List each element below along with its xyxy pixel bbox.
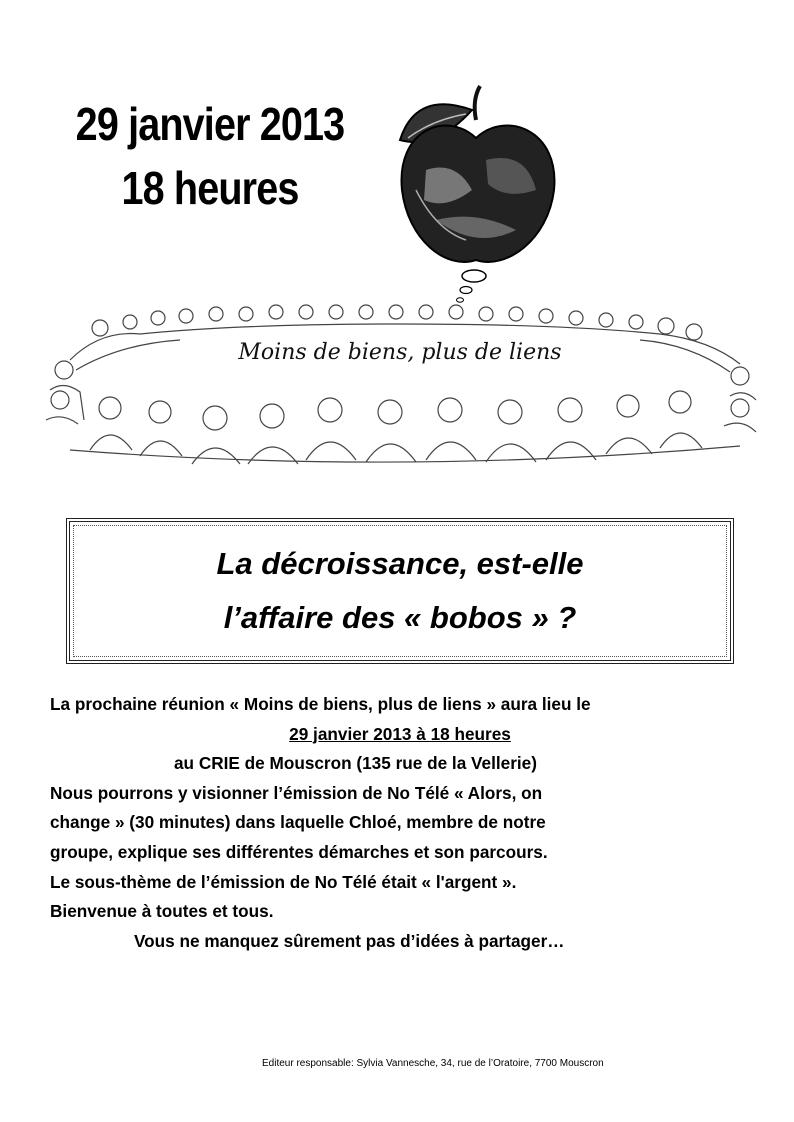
- crowd-illustration: [40, 300, 760, 470]
- event-date: 29 janvier 2013: [75, 98, 345, 150]
- announcement-welcome: Bienvenue à toutes et tous.: [50, 901, 274, 922]
- illustration-caption: Moins de biens, plus de liens: [238, 340, 562, 365]
- announcement-line-7: Le sous-thème de l’émission de No Télé était « l'argent ».: [50, 871, 517, 892]
- announcement-datetime: 29 janvier 2013 à 18 heures: [289, 723, 511, 744]
- announcement-body: [50, 690, 750, 956]
- question-line-2: l’affaire des « bobos » ?: [223, 600, 577, 635]
- question-frame: [66, 518, 734, 664]
- apple-illustration: [376, 80, 576, 310]
- announcement-intro: La prochaine réunion « Moins de biens, plus de liens » aura lieu le: [50, 694, 591, 714]
- announcement-line-4: Nous pourrons y visionner l’émission de No Télé « Alors, on: [50, 782, 543, 803]
- announcement-closing: Vous ne manquez sûrement pas d’idées à partager…: [134, 930, 565, 951]
- editor-footer: Editeur responsable: Sylvia Vannesche, 34, rue de l’Oratoire, 7700 Mouscron: [262, 1058, 604, 1069]
- date-heading: [40, 92, 380, 220]
- people-circle-drawing: [40, 300, 760, 470]
- question-line-1: La décroissance, est-elle: [216, 546, 584, 581]
- announcement-line-6: groupe, explique ses différentes démarches et son parcours.: [50, 841, 548, 862]
- announcement-line-5: change » (30 minutes) dans laquelle Chloé, membre de notre: [50, 812, 546, 833]
- event-time: 18 heures: [121, 162, 299, 214]
- announcement-location: au CRIE de Mouscron (135 rue de la Vellerie): [174, 753, 537, 774]
